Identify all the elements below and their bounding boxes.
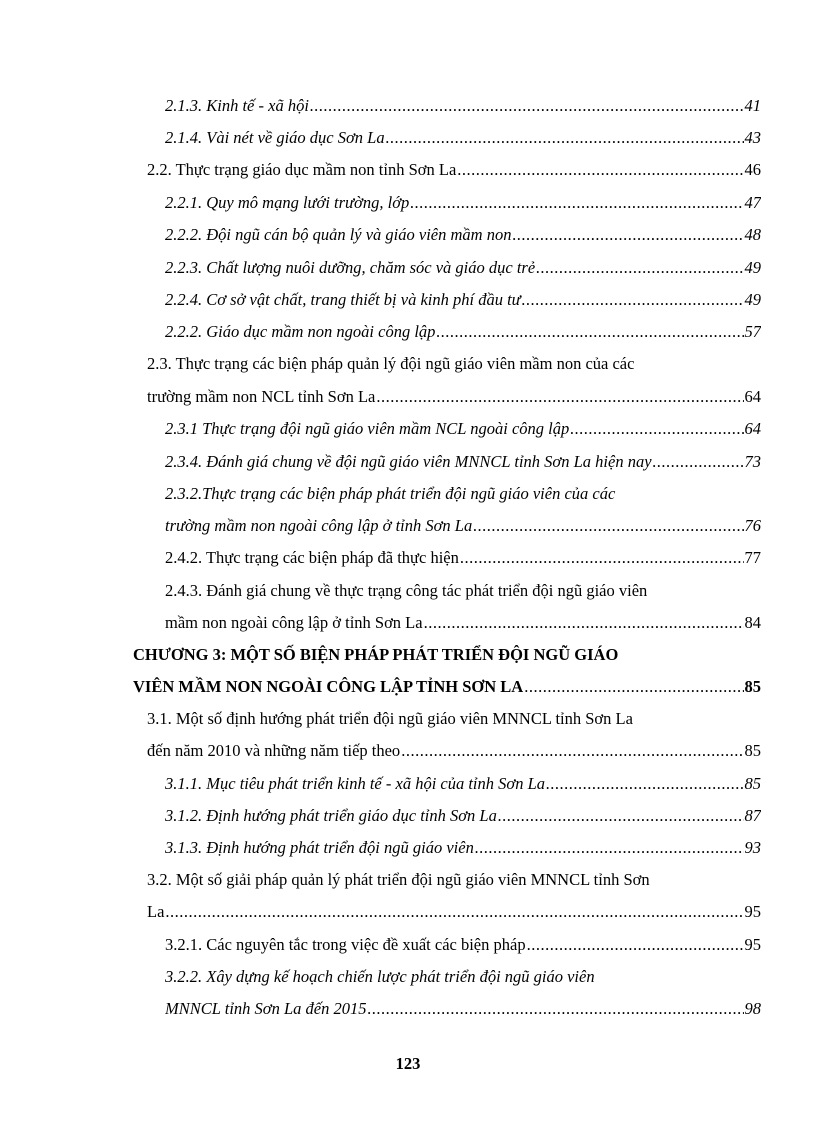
toc-entry-2-1-4: 2.1.4. Vài nét về giáo dục Sơn La ..... 43 (165, 124, 761, 152)
leader-dots (546, 770, 744, 798)
leader-dots (436, 318, 743, 346)
leader-dots (653, 448, 744, 476)
leader-dots (475, 834, 744, 862)
leader-dots (165, 898, 743, 926)
toc-entry-3-1-line1: 3.1. Một số định hướng phát triển đội ngũ giáo viên MNNCL tỉnh Sơn La (147, 709, 633, 728)
toc-entry-3-2-2: MNNCL tỉnh Sơn La đến 2015 ..... 98 (165, 995, 761, 1023)
toc-entry-2-2-2: 2.2.2. Đội ngũ cán bộ quản lý và giáo viên mầm non ..... 48 (165, 221, 761, 249)
toc-entry-2-3-2: trường mầm non ngoài công lập ở tỉnh Sơn La ..... 76 (165, 512, 761, 540)
toc-chapter-3-line1: CHƯƠNG 3: MỘT SỐ BIỆN PHÁP PHÁT TRIỂN ĐỘI NGŨ GIÁO (133, 645, 619, 664)
toc-entry-2-4-3-line1: 2.4.3. Đánh giá chung về thực trạng công tác phát triển đội ngũ giáo viên (165, 581, 648, 600)
leader-dots (460, 544, 744, 572)
toc-entry-2-2-4: 2.2.4. Cơ sở vật chất, trang thiết bị và kinh phí đầu tư ..... 49 (165, 286, 761, 314)
toc-entry-3-2-line1: 3.2. Một số giải pháp quản lý phát triển đội ngũ giáo viên MNNCL tỉnh Sơn (147, 870, 650, 889)
toc-entry-3-2: La ..... 95 (147, 898, 761, 926)
toc-entry-2-3-2-line1: 2.3.2.Thực trạng các biện pháp phát triển đội ngũ giáo viên của các (165, 484, 616, 503)
leader-dots (527, 931, 744, 959)
leader-dots (368, 995, 744, 1023)
page-number: 123 (395, 1054, 421, 1073)
leader-dots (376, 383, 743, 411)
leader-dots (424, 609, 744, 637)
toc-entry-2-2-1: 2.2.1. Quy mô mạng lưới trường, lớp ..... 47 (165, 189, 761, 217)
toc-entry-3-1-2: 3.1.2. Định hướng phát triển giáo dục tỉnh Sơn La ..... 87 (165, 802, 761, 830)
toc-entry-3-1-3: 3.1.3. Định hướng phát triển đội ngũ giáo viên ..... 93 (165, 834, 761, 862)
leader-dots (570, 415, 743, 443)
toc-entry-2-3-4: 2.3.4. Đánh giá chung về đội ngũ giáo viên MNNCL tỉnh Sơn La hiện nay ..... 73 (165, 448, 761, 476)
leader-dots (498, 802, 744, 830)
leader-dots (386, 124, 744, 152)
leader-dots (536, 254, 743, 282)
toc-entry-3-2-2-line1: 3.2.2. Xây dựng kế hoạch chiến lược phát triển đội ngũ giáo viên (165, 967, 595, 986)
toc-entry-3-1-1: 3.1.1. Mục tiêu phát triển kinh tế - xã hội của tỉnh Sơn La ..... 85 (165, 770, 761, 798)
toc-entry-2-2-3: 2.2.3. Chất lượng nuôi dưỡng, chăm sóc và giáo dục trẻ ..... 49 (165, 254, 761, 282)
leader-dots (401, 737, 743, 765)
leader-dots (457, 156, 743, 184)
toc-entry-2-3: trường mầm non NCL tỉnh Sơn La ..... 64 (147, 383, 761, 411)
toc-entry-2-1-3: 2.1.3. Kinh tế - xã hội ..... 41 (165, 92, 761, 120)
leader-dots (310, 92, 744, 120)
leader-dots (512, 221, 743, 249)
toc-entry-2-4-3: mầm non ngoài công lập ở tỉnh Sơn La ..... 84 (165, 609, 761, 637)
toc-entry-2-4-2: 2.4.2. Thực trạng các biện pháp đã thực hiện ..... 77 (165, 544, 761, 572)
leader-dots (522, 286, 744, 314)
leader-dots (524, 673, 743, 701)
leader-dots (473, 512, 743, 540)
toc-entry-2-3-1: 2.3.1 Thực trạng đội ngũ giáo viên mầm NCL ngoài công lập ..... 64 (165, 415, 761, 443)
toc-entry-2-2-2b: 2.2.2. Giáo dục mầm non ngoài công lập ..... 57 (165, 318, 761, 346)
toc-entry-2-3-line1: 2.3. Thực trạng các biện pháp quản lý đội ngũ giáo viên mầm non của các (147, 354, 635, 373)
toc-entry-3-1: đến năm 2010 và những năm tiếp theo ..... 85 (147, 737, 761, 765)
leader-dots (410, 189, 743, 217)
toc-chapter-3: VIÊN MẦM NON NGOÀI CÔNG LẬP TỈNH SƠN LA ..... 85 (133, 673, 761, 701)
toc-entry-3-2-1: 3.2.1. Các nguyên tắc trong việc đề xuất các biện pháp ..... 95 (165, 931, 761, 959)
toc-entry-2-2: 2.2. Thực trạng giáo dục mầm non tỉnh Sơn La ..... 46 (147, 156, 761, 184)
